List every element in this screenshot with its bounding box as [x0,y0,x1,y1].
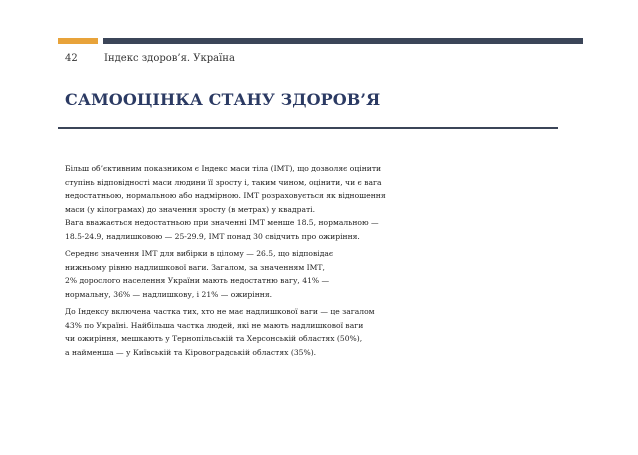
running-header-title: Індекс здоров’я. Україна [104,53,235,64]
page-number: 42 [65,53,78,64]
text-line: Вага вважається недостатньою при значенні ІМТ менше 18.5, нормальною — [65,218,379,227]
text-line: Більш об’єктивним показником є Індекс маси тіла (ІМТ), що дозволяє оцінити [65,164,382,173]
section-title: САМООЦІНКА СТАНУ ЗДОРОВ’Я [65,90,381,109]
text-line: нормальну, 36% — надлишкову, і 21% — ожиріння. [65,289,273,299]
body-text [65,162,545,363]
title-divider [58,127,558,129]
header-accent-bar [58,38,98,44]
header-bar [103,38,583,44]
text-line: недостатньою, нормальною або надмірною. ІМТ розраховується як відношення [65,191,386,200]
paragraph-bmi-definition [65,162,545,243]
text-line: 18.5-24.9, надлишковою — 25-29.9, ІМТ понад 30 свідчить про ожиріння. [65,231,360,241]
text-line: 43% по Україні. Найбільша частка людей, які не мають надлишкової ваги [65,320,364,330]
text-line: Середнє значення ІМТ для вибірки в цілому — 26.5, що відповідає [65,249,334,258]
paragraph-index-share [65,305,545,359]
text-line: ступінь відповідності маси людини її зросту і, таким чином, оцінити, чи є вага [65,177,382,187]
text-line: До Індексу включена частка тих, хто не має надлишкової ваги — це загалом [65,307,375,316]
text-line: 2% дорослого населення України мають недостатню вагу, 41% — [65,276,330,285]
text-line: нижньому рівню надлишкової ваги. Загалом, за значенням ІМТ, [65,262,325,272]
text-line: а найменша — у Київській та Кіровоградській областях (35%). [65,347,317,357]
text-line: маси (у кілограмах) до значення зросту (в метрах) у квадраті. [65,204,316,214]
text-line: чи ожиріння, мешкають у Тернопільській та Херсонській областях (50%), [65,334,363,343]
paragraph-bmi-average [65,247,545,301]
